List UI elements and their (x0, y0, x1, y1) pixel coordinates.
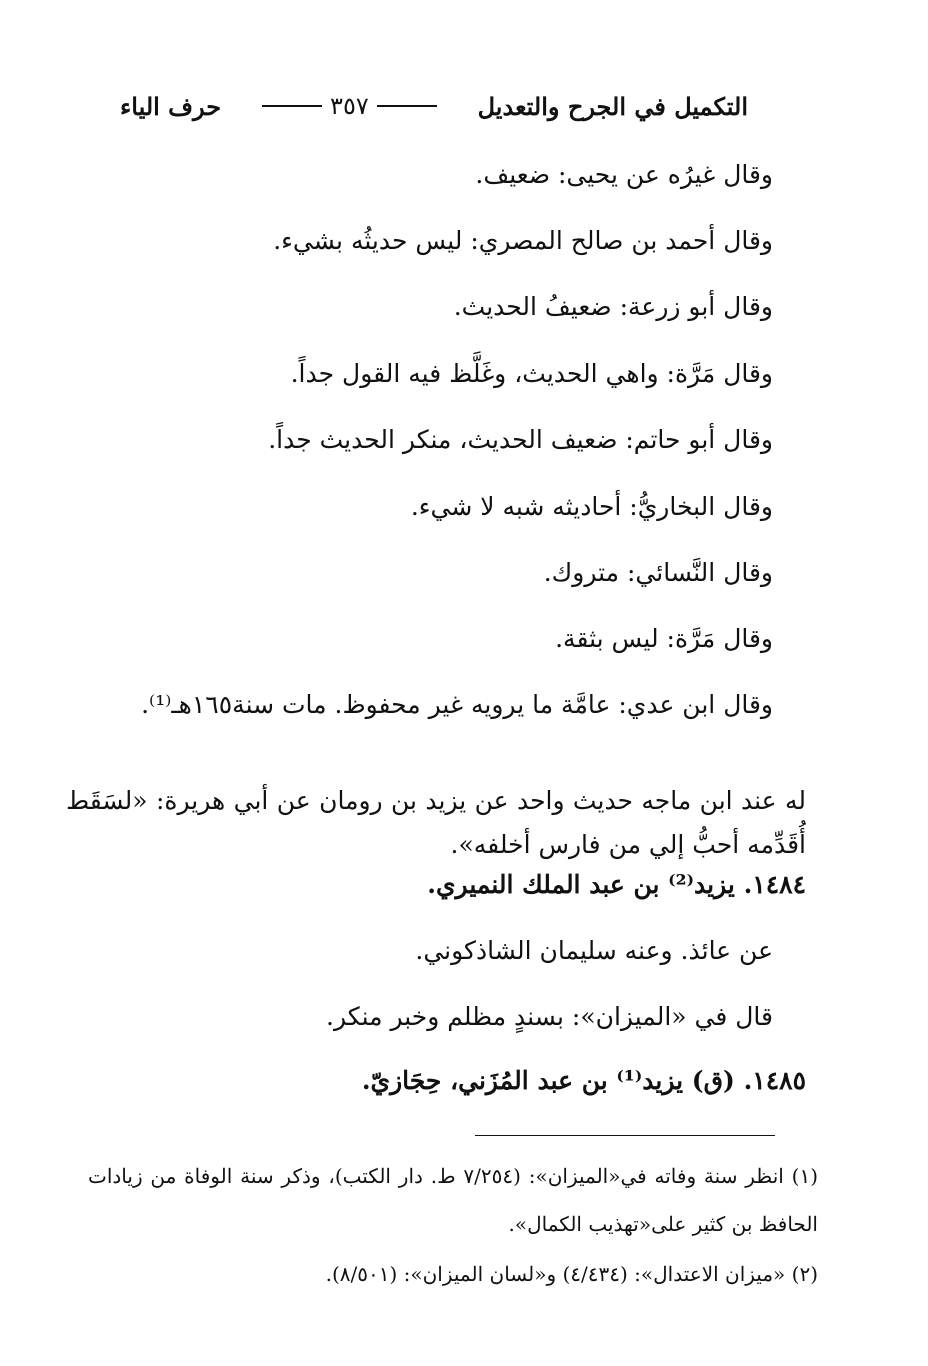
text-line: وقال أحمد بن صالح المصري: ليس حديثُه بشيء. (273, 226, 773, 255)
footnote-1: (١) انظر سنة وفاته في«الميزان»: (٧/٢٥٤ ط. دار الكتب)، وذكر سنة الوفاة من زيادات الحافظ بن كثير على«تهذيب الكمال». (88, 1164, 819, 1236)
text-line: وقال البخاريُّ: أحاديثه شبه لا شيء. (410, 492, 773, 521)
entry-1485-heading: ١٤٨٥. (ق) يزيد⁽¹⁾ بن عبد المُزَني، حِجَازيّ. (361, 1066, 806, 1095)
header-rule-left (262, 105, 322, 107)
entry-1484-line: قال في «الميزان»: بسندٍ مظلم وخبر منكر. (326, 1002, 773, 1031)
entry-1484-heading: ١٤٨٤. يزيد⁽²⁾ بن عبد الملك النميري. (427, 870, 806, 899)
page-number: ٣٥٧ (330, 92, 369, 120)
text-line: وقال غيرُه عن يحيى: ضعيف. (475, 160, 773, 189)
text-line: وقال مَرَّة: ليس بثقة. (555, 624, 773, 653)
page-number-group (254, 92, 445, 120)
footnote-2: (٢) «ميزان الاعتدال»: (٤/٤٣٤) و«لسان الميزان»: (٨/٥٠١). (325, 1262, 818, 1286)
text-line: وقال ابن عدي: عامَّة ما يرويه غير محفوظ. مات سنة١٦٥هـ⁽¹⁾. (141, 690, 773, 719)
header-rule-right (377, 105, 437, 107)
text-line: وقال أبو حاتم: ضعيف الحديث، منكر الحديث جداً. (268, 425, 773, 454)
running-header (120, 86, 748, 126)
entry-1484-line: عن عائذ. وعنه سليمان الشاذكوني. (415, 936, 773, 965)
text-line: وقال مَرَّة: واهي الحديث، وغَلَّظ فيه القول جداً. (290, 359, 773, 388)
text-line: وقال النَّسائي: متروك. (543, 558, 773, 587)
book-title: التكميل في الجرح والتعديل (477, 91, 748, 121)
footnotes (88, 1152, 818, 1248)
text-line: وقال أبو زرعة: ضعيفُ الحديث. (453, 292, 773, 321)
ibn-majah-paragraph: له عند ابن ماجه حديث واحد عن يزيد بن رومان عن أبي هريرة: «لسَقَط أُقَدِّمه أحبُّ إلي من فارس أخلفه». (66, 786, 806, 859)
footnote-divider (475, 1135, 775, 1136)
section-title: حرف الياء (120, 91, 222, 121)
